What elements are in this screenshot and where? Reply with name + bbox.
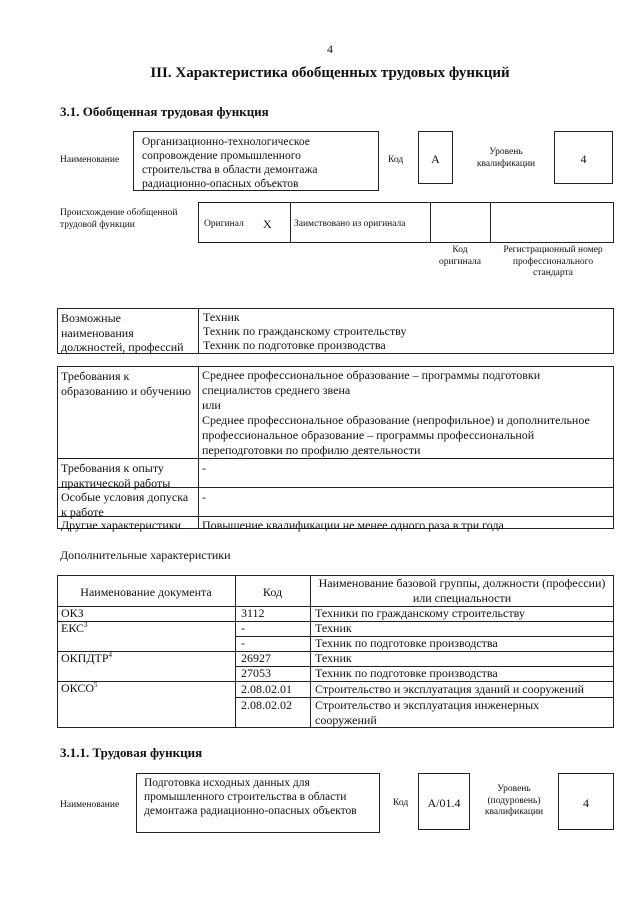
function-code-box [418,131,453,184]
conditions-label: Особые условия допуска к работе [61,490,189,519]
row-name: Техник [315,651,352,665]
row-name: Техник по подготовке производства [315,636,498,650]
labor-function-name-label: Наименование [60,800,120,810]
conditions-value: - [202,490,206,504]
other-value: Повышение квалификации не менее одного раза в три года [202,518,504,532]
row-doc: ОКСО$^5$ [61,681,98,695]
row-code: 2.08.02.01 [241,682,292,696]
origin-box [198,202,614,243]
experience-label: Требования к опыту практической работы [61,461,171,490]
function-name-text: Организационно-технологическое сопровождение промышленного строительства в области демонтажа радиационно-опасных объектов [142,136,318,190]
registration-caption: Регистрационный номер профессионального стандарта [503,245,603,278]
origin-label: Происхождение обобщенной трудовой функции [60,208,178,230]
row-code: 3112 [241,606,265,620]
labor-code-box [418,773,470,830]
position-item: Техник по гражданскому строительству [203,324,407,338]
section-title: III. Характеристика обобщенных трудовых функций [150,65,510,81]
labor-level-label: Уровень (подуровень) квалификации [484,784,544,817]
position-item: Техник по подготовке производства [203,338,386,352]
labor-level-box [558,773,614,830]
labor-function-name-box [136,773,380,833]
level-value: 4 [580,152,587,166]
labor-code-value: А/01.4 [427,796,461,810]
labor-code-label: Код [393,798,409,808]
row-name: Техники по гражданскому строительству [315,606,525,620]
education-text: Среднее профессиональное образование – программы подготовки специалистов среднего звена или Среднее профессиональное образование (непрофильное) и дополнительное профессиональное образование – программы профессиональной переподготовки по профилю деятельности [202,368,590,457]
code-label: Код [388,155,404,165]
education-label: Требования к образованию и обучению [61,369,191,398]
code-original-caption: Код оригинала [439,245,481,267]
header-document: Наименование документа [80,585,212,599]
row-name: Строительство и эксплуатация зданий и сооружений [315,682,584,696]
row-doc: ОКЗ [61,606,84,620]
row-code: - [241,636,245,650]
borrowed-label: Заимствовано из оригинала [294,219,406,229]
row-code: 27053 [241,666,271,680]
row-name: Техник по подготовке производства [315,666,498,680]
row-code: - [241,621,245,635]
level-label: Уровень квалификации [476,147,536,169]
section-3-1-1-heading: 3.1.1. Трудовая функция [60,745,203,760]
row-name: Техник [315,621,352,635]
other-label: Другие характеристики [61,518,182,532]
original-label: Оригинал [204,219,244,229]
additional-heading: Дополнительные характеристики [60,548,231,562]
labor-level-value: 4 [583,796,589,810]
header-base-group: Наименование базовой группы, должности (профессии) или специальности [318,576,606,605]
row-code: 2.08.02.02 [241,698,292,712]
row-code: 26927 [241,651,271,665]
function-name-label: Наименование [60,155,120,165]
experience-value: - [202,461,206,475]
row-doc: ЕКС$^3$ [61,621,88,635]
row-name: Строительство и эксплуатация инженерных сооружений [315,698,540,727]
header-code: Код [262,585,283,599]
labor-function-name-text: Подготовка исходных данных для промышленного строительства в области демонтажа радиационно-опасных объектов [144,777,357,817]
function-code-value: А [431,152,440,166]
row-doc: ОКПДТР$^4$ [61,651,113,665]
page-number: 4 [327,42,333,56]
function-name-box [133,131,379,191]
level-box [554,131,613,184]
section-3-1-heading: 3.1. Обобщенная трудовая функция [60,104,269,119]
position-item: Техник [203,310,240,324]
original-mark: X [263,217,272,231]
positions-label: Возможные наименования должностей, профессий [61,311,184,354]
